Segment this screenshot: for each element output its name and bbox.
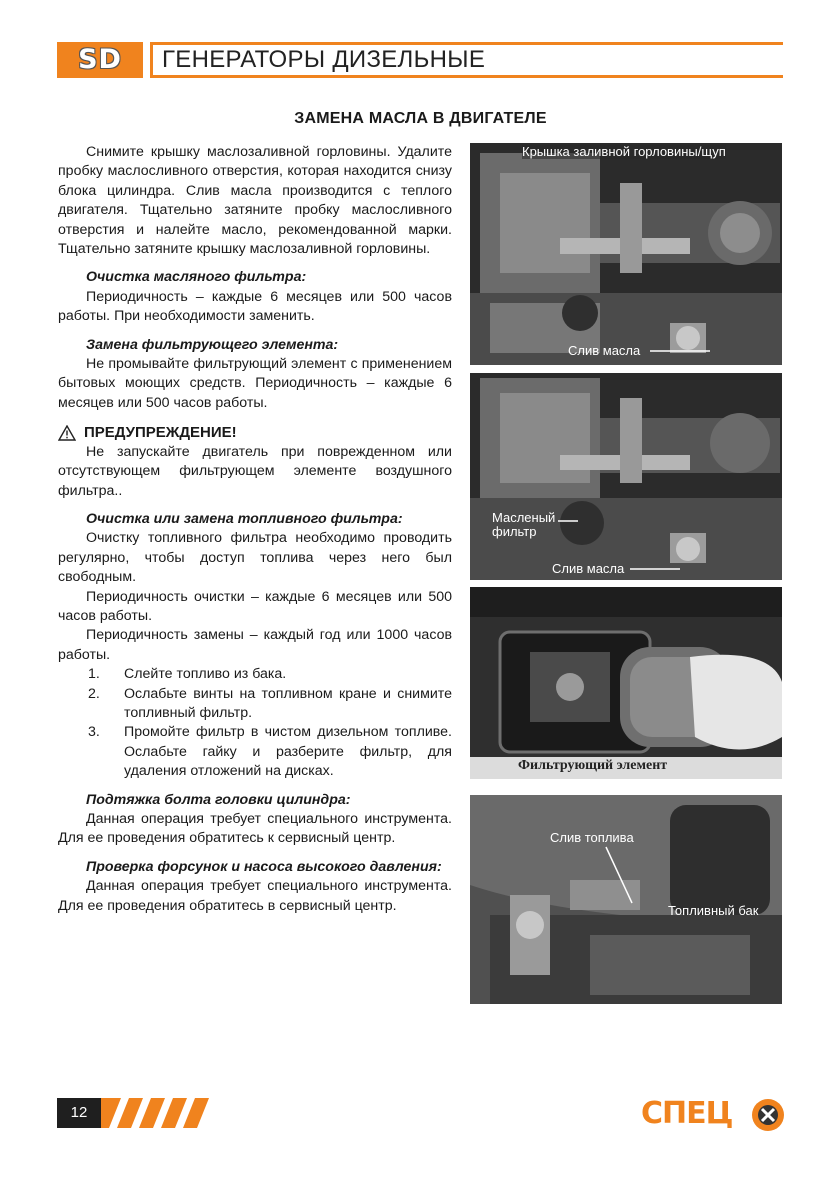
sd-logo: SD	[57, 42, 143, 78]
fuel-filter-steps	[58, 665, 452, 781]
filter-element-text: Не промывайте фильтрующий элемент с применением бытовых моющих средств. Периодичность – каждые 6 месяцев или 500 часов работы.	[58, 356, 452, 411]
fuel-filter-p2: Периодичность очистки – каждые 6 месяцев или 500 часов работы.	[58, 588, 452, 624]
injectors-text: Данная операция требует специального инструмента. Для ее проведения обратитесь в сервисный центр.	[58, 878, 452, 914]
list-item: 2. Ослабьте винты на топливном кране и снимите топливный фильтр.	[88, 685, 452, 721]
brand-logo: СПЕЦ	[641, 1092, 786, 1136]
label-oil-cap: Крышка заливной горловины/щуп	[522, 144, 726, 159]
page-header	[57, 42, 783, 78]
warning-heading: ПРЕДУПРЕЖДЕНИЕ!	[58, 423, 452, 442]
head-bolt-text: Данная операция требует специального инструмента. Для ее проведения обратитесь к сервисный центр.	[58, 811, 452, 847]
intro-paragraph: Снимите крышку маслозаливной горловины. Удалите пробку маслосливного отверстия, которая находится снизу блока цилиндра. Слив масла производится с теплого двигателя. Тщательно затяните пробку маслосливного отверстия и налейте масло, рекомендованной марки. Тщательно затяните крышку маслозаливной горловины.	[58, 144, 452, 258]
fuel-filter-heading: Очистка или замена топливного фильтра:	[86, 510, 403, 527]
oil-filter-text: Периодичность – каждые 6 месяцев или 500 часов работы. При необходимости заменить.	[58, 288, 452, 325]
warning-text: Не запускайте двигатель при поврежденном или отсутствующем фильтрующем элементе воздушного фильтра..	[58, 443, 452, 499]
label-filter-element: Фильтрующий элемент	[518, 758, 668, 773]
header-bar	[150, 42, 783, 78]
brand-cross-icon	[751, 1098, 785, 1132]
photo-air-filter	[470, 587, 782, 779]
label-fuel-tank: Топливный бак	[668, 903, 759, 918]
header-title: ГЕНЕРАТОРЫ ДИЗЕЛЬНЫЕ	[162, 46, 486, 73]
section-heading: ЗАМЕНА МАСЛА В ДВИГАТЕЛЕ	[294, 110, 547, 127]
photo-fuel-tank	[470, 795, 782, 1004]
filter-element-heading: Замена фильтрующего элемента:	[86, 336, 339, 353]
head-bolt-heading: Подтяжка болта головки цилиндра:	[86, 791, 351, 808]
photo-oil-cap	[470, 143, 782, 365]
list-item: 3. Промойте фильтр в чистом дизельном топливе. Ослабьте гайку и разберите фильтр, для удаления отложений на дисках.	[88, 724, 452, 780]
page-number: 12	[57, 1098, 101, 1128]
photo-oil-filter	[470, 373, 782, 580]
stripes-decoration	[101, 1098, 213, 1128]
fuel-filter-p1: Очистку топливного фильтра необходимо проводить регулярно, чтобы доступ топлива через него был свободным.	[58, 530, 452, 586]
label-fuel-drain: Слив топлива	[550, 830, 634, 845]
warning-icon	[58, 425, 76, 441]
label-oil-drain: Слив масла	[568, 343, 641, 358]
injectors-heading: Проверка форсунок и насоса высокого давления:	[86, 858, 442, 875]
oil-filter-heading: Очистка масляного фильтра:	[86, 269, 307, 286]
label-oil-filter: Масленый фильтр	[492, 510, 556, 539]
text-column	[58, 143, 452, 916]
fuel-filter-p3: Периодичность замены – каждый год или 1000 часов работы.	[58, 627, 452, 663]
label-oil-drain-2: Слив масла	[552, 561, 625, 576]
list-item: 1. Слейте топливо из бака.	[88, 666, 287, 683]
